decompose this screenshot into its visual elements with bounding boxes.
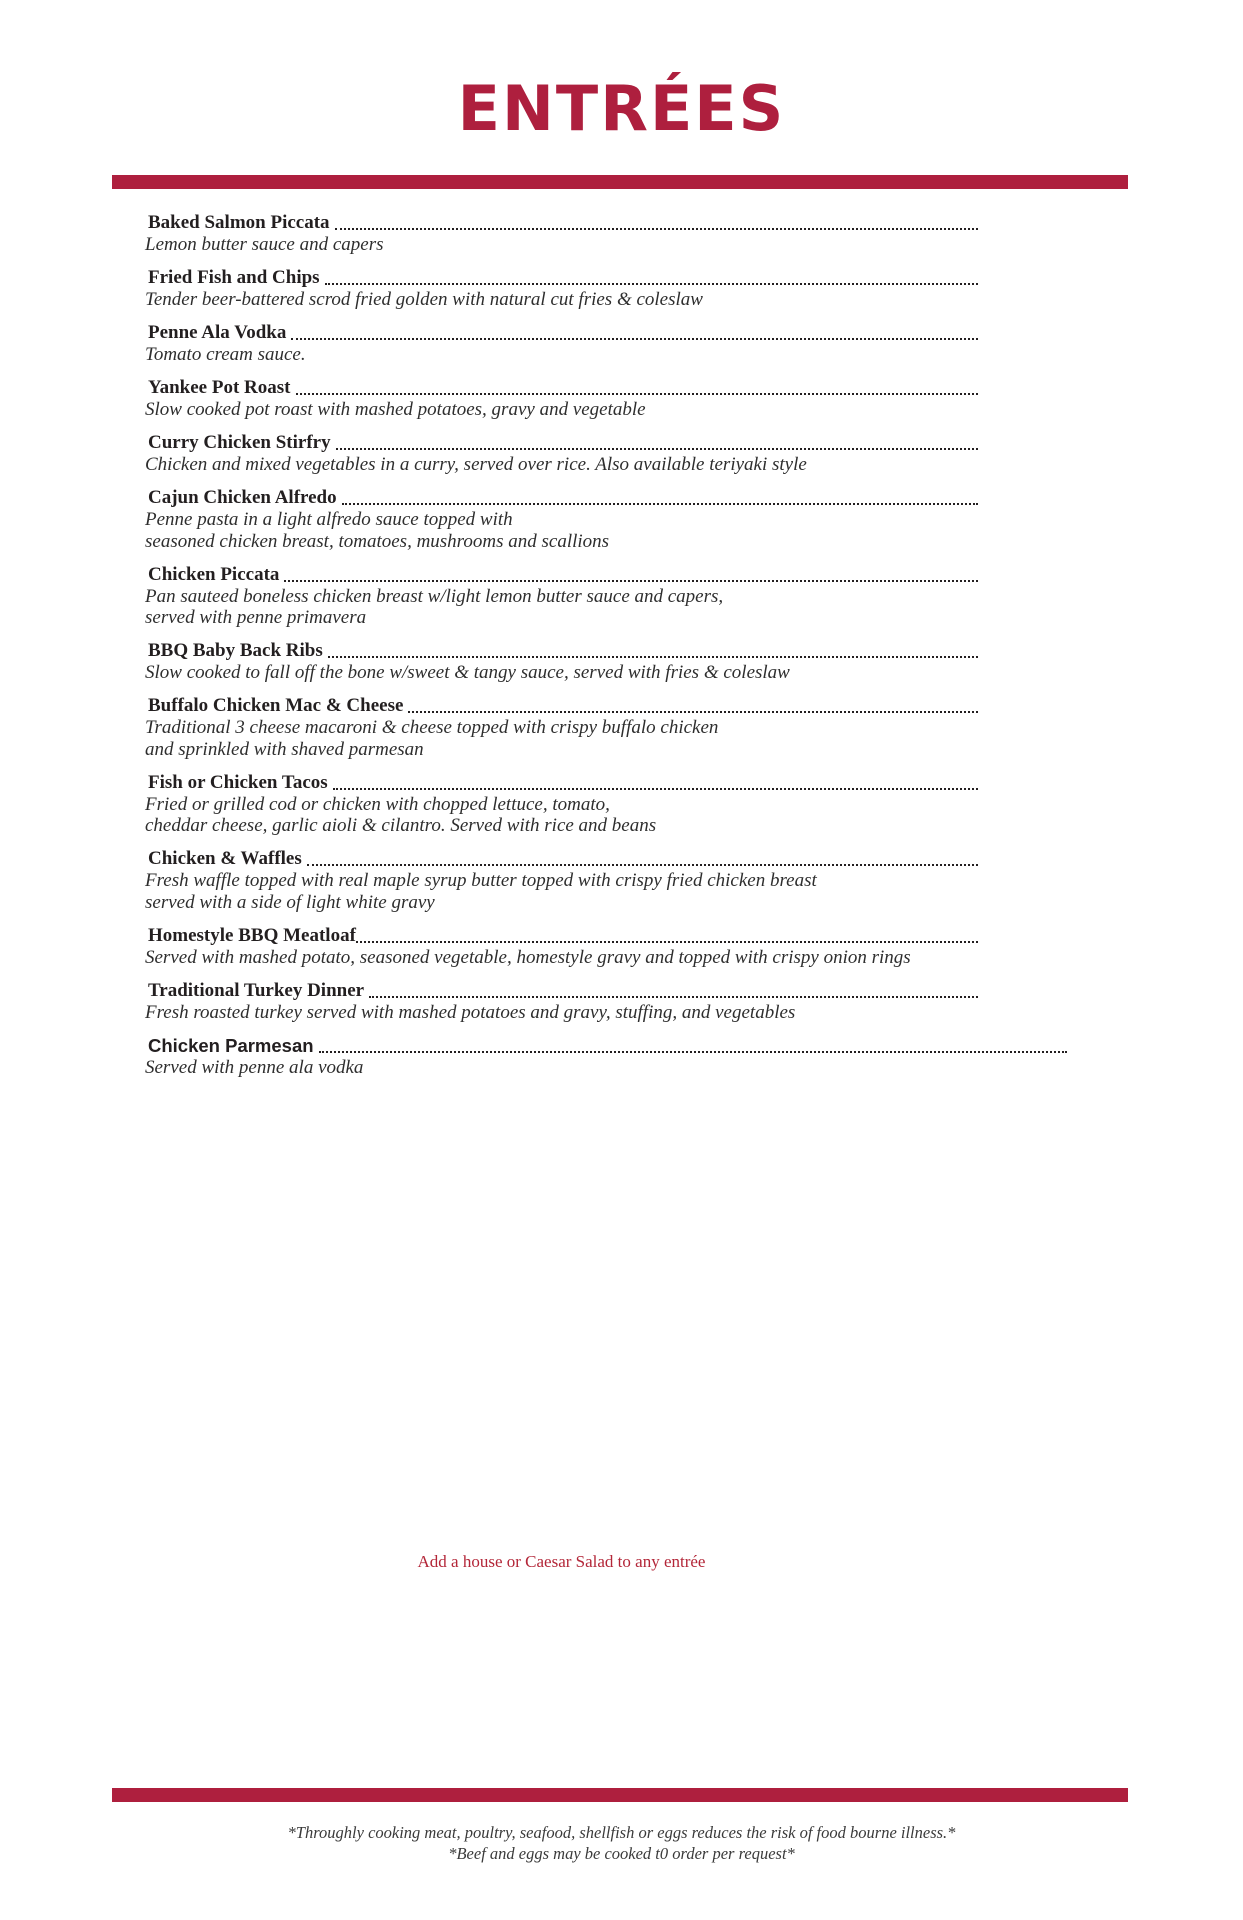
menu-item (145, 848, 978, 913)
item-title-row (145, 564, 978, 586)
item-name: Cajun Chicken Alfredo (148, 487, 337, 508)
item-name: Homestyle BBQ Meatloaf (148, 924, 356, 946)
menu-list (145, 212, 978, 1090)
item-title-row (145, 772, 978, 794)
item-desc: and sprinkled with shaved parmesan (145, 738, 424, 760)
item-desc: Tomato cream sauce. (145, 344, 306, 365)
item-desc: Traditional 3 cheese macaroni & cheese topped with crispy buffalo chicken (145, 717, 719, 738)
item-name: Chicken Parmesan (148, 1034, 314, 1056)
footer-disclaimer (0, 1822, 1243, 1864)
item-desc: Served with penne ala vodka (145, 1056, 364, 1078)
bottom-rule (112, 1788, 1128, 1802)
item-desc: Slow cooked pot roast with mashed potatoes, gravy and vegetable (145, 399, 646, 420)
dot-leader (408, 711, 978, 713)
dot-leader (325, 283, 978, 285)
dot-leader (333, 788, 978, 790)
menu-item (145, 487, 978, 552)
item-desc: seasoned chicken breast, tomatoes, mushrooms and scallions (145, 530, 610, 552)
item-title-row (145, 267, 978, 289)
salad-note: Add a house or Caesar Salad to any entrée (417, 1552, 706, 1571)
item-title-row (145, 925, 978, 947)
item-name: Fried Fish and Chips (148, 267, 320, 288)
item-name: Penne Ala Vodka (148, 322, 287, 343)
menu-item (145, 212, 978, 256)
page-title: ENTRÉES (457, 72, 786, 145)
menu-item (145, 322, 978, 366)
dot-leader (291, 338, 978, 340)
item-name: Chicken Piccata (148, 563, 280, 585)
item-title-row (145, 212, 978, 234)
dot-leader (307, 864, 978, 866)
dot-leader (296, 393, 979, 395)
menu-item (145, 640, 978, 684)
menu-item (145, 1035, 978, 1079)
dot-leader (284, 580, 978, 582)
item-desc: cheddar cheese, garlic aioli & cilantro. Served with rice and beans (145, 815, 657, 836)
item-title-row (145, 848, 978, 870)
dot-leader (356, 941, 978, 943)
item-title-row (145, 695, 978, 717)
item-desc: Slow cooked to fall off the bone w/sweet & tangy sauce, served with fries & coleslaw (145, 662, 790, 683)
item-desc: Fresh roasted turkey served with mashed potatoes and gravy, stuffing, and vegetables (145, 1001, 796, 1023)
item-title-row (145, 1035, 978, 1057)
item-desc: served with penne primavera (145, 607, 367, 628)
menu-item (145, 695, 978, 760)
item-name: Baked Salmon Piccata (148, 212, 330, 233)
menu-item (145, 432, 978, 476)
menu-item (145, 267, 978, 311)
item-name: Yankee Pot Roast (148, 377, 291, 398)
item-name: BBQ Baby Back Ribs (148, 640, 323, 661)
item-desc: Penne pasta in a light alfredo sauce topped with (145, 509, 513, 530)
item-title-row (145, 980, 978, 1002)
item-desc: Chicken and mixed vegetables in a curry, served over rice. Also available teriyaki style (145, 454, 807, 475)
dot-leader (335, 228, 978, 230)
item-desc: served with a side of light white gravy (145, 891, 435, 913)
item-name: Buffalo Chicken Mac & Cheese (148, 695, 404, 716)
item-name: Fish or Chicken Tacos (148, 771, 328, 793)
item-name: Curry Chicken Stirfry (148, 432, 331, 453)
dot-leader (336, 448, 978, 450)
dot-leader (319, 1051, 1067, 1053)
footer-line-1: *Throughly cooking meat, poultry, seafood, shellfish or eggs reduces the risk of food bourne illness.* (287, 1823, 956, 1842)
item-title-row (145, 322, 978, 344)
item-title-row (145, 487, 978, 509)
menu-item (145, 564, 978, 629)
item-name: Chicken & Waffles (148, 848, 302, 869)
item-desc: Served with mashed potato, seasoned vegetable, homestyle gravy and topped with crispy onion rings (145, 946, 911, 968)
item-desc: Lemon butter sauce and capers (145, 234, 384, 255)
menu-item (145, 925, 978, 969)
item-desc: Fresh waffle topped with real maple syrup butter topped with crispy fried chicken breast (145, 870, 817, 891)
item-desc: Pan sauteed boneless chicken breast w/light lemon butter sauce and capers, (145, 585, 724, 607)
item-name: Traditional Turkey Dinner (148, 979, 365, 1001)
dot-leader (328, 656, 978, 658)
item-desc: Fried or grilled cod or chicken with chopped lettuce, tomato, (145, 793, 610, 815)
dot-leader (342, 503, 978, 505)
item-title-row (145, 377, 978, 399)
item-title-row (145, 432, 978, 454)
top-rule (112, 175, 1128, 189)
menu-item (145, 377, 978, 421)
item-desc: Tender beer-battered scrod fried golden with natural cut fries & coleslaw (145, 289, 703, 310)
dot-leader (369, 996, 978, 998)
footer-line-2: *Beef and eggs may be cooked t0 order per request* (448, 1844, 795, 1863)
item-title-row (145, 640, 978, 662)
menu-item (145, 980, 978, 1024)
menu-item (145, 772, 978, 837)
